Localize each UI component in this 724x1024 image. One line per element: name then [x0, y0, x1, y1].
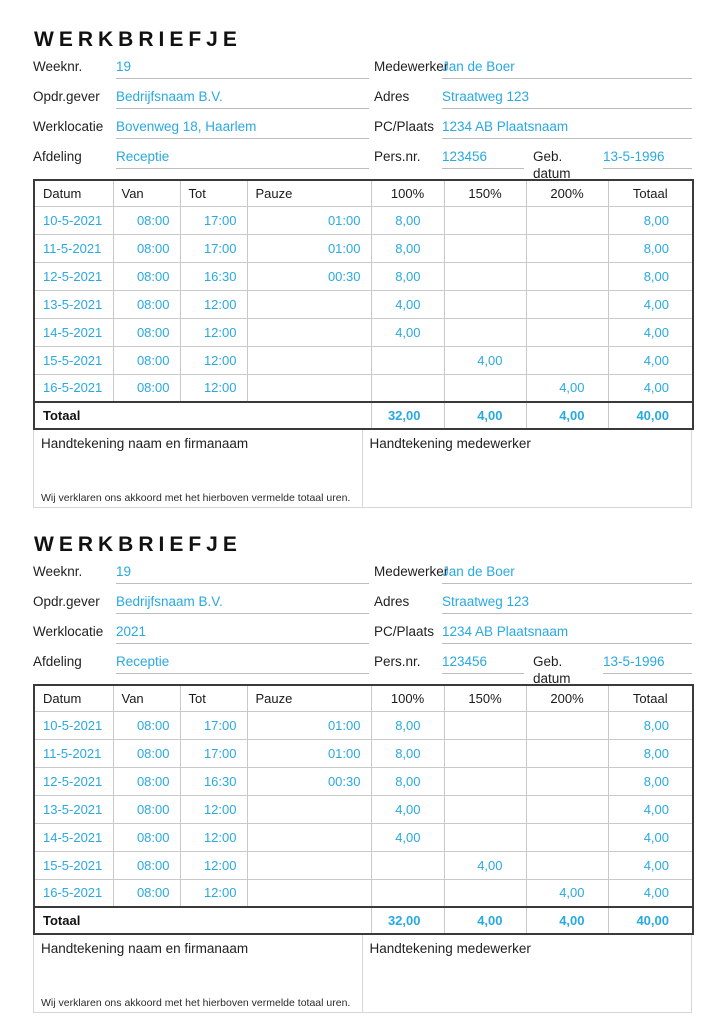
timesheet-cell[interactable]: 12:00 — [180, 290, 247, 318]
timesheet-cell[interactable]: 01:00 — [247, 711, 371, 739]
col-datum: Datum — [34, 180, 113, 206]
form-row — [33, 561, 692, 591]
timesheet-cell[interactable] — [247, 879, 371, 907]
gebdatum-label: Geb. datum — [533, 654, 571, 686]
signature-section — [33, 935, 692, 1013]
timesheet-cell[interactable]: 16:30 — [180, 262, 247, 290]
timesheet-cell[interactable]: 11-5-2021 — [34, 234, 113, 262]
persnr-field[interactable]: 123456 — [442, 146, 524, 169]
medewerker-label: Medewerker — [374, 564, 449, 579]
opdrgever-field[interactable]: Bedrijfsnaam B.V. — [116, 591, 369, 614]
total-row — [34, 907, 693, 934]
timesheet-cell[interactable] — [371, 851, 444, 879]
timesheet-cell[interactable]: 4,00 — [608, 318, 693, 346]
col-pauze: Pauze — [247, 180, 371, 206]
col-tot: Tot — [180, 685, 247, 711]
weeknr-field[interactable]: 19 — [116, 56, 369, 79]
form-row — [33, 146, 692, 181]
timesheet-cell[interactable] — [526, 318, 608, 346]
timesheet-cell[interactable]: 08:00 — [113, 318, 180, 346]
adres-label: Adres — [374, 594, 410, 609]
timesheet-cell[interactable]: 16-5-2021 — [34, 374, 113, 402]
timesheet-cell[interactable]: 4,00 — [608, 374, 693, 402]
timesheet-row — [34, 767, 693, 795]
total-row — [34, 402, 693, 429]
weeknr-field[interactable]: 19 — [116, 561, 369, 584]
timesheet-cell[interactable]: 4,00 — [526, 374, 608, 402]
gebdatum-field[interactable]: 13-5-1996 — [603, 146, 692, 169]
timesheet-cell[interactable]: 01:00 — [247, 206, 371, 234]
timesheet-cell[interactable]: 17:00 — [180, 234, 247, 262]
werkbriefje-copy-1 — [33, 28, 692, 508]
timesheet-cell[interactable] — [444, 767, 526, 795]
timesheet-cell[interactable]: 8,00 — [608, 234, 693, 262]
timesheet-cell[interactable] — [247, 795, 371, 823]
total-label: Totaal — [34, 907, 371, 934]
total-100: 32,00 — [371, 402, 444, 429]
timesheet-cell[interactable] — [444, 879, 526, 907]
timesheet-cell[interactable] — [526, 795, 608, 823]
timesheet-cell[interactable]: 08:00 — [113, 262, 180, 290]
opdrgever-field[interactable]: Bedrijfsnaam B.V. — [116, 86, 369, 109]
col-200: 200% — [526, 685, 608, 711]
col-totaal: Totaal — [608, 180, 693, 206]
timesheet-cell[interactable]: 17:00 — [180, 711, 247, 739]
timesheet-cell[interactable]: 12:00 — [180, 795, 247, 823]
timesheet-cell[interactable] — [444, 318, 526, 346]
col-datum: Datum — [34, 685, 113, 711]
timesheet-cell[interactable]: 4,00 — [444, 346, 526, 374]
timesheet-cell[interactable]: 15-5-2021 — [34, 346, 113, 374]
timesheet-cell[interactable]: 8,00 — [608, 206, 693, 234]
timesheet-cell[interactable]: 08:00 — [113, 346, 180, 374]
opdrgever-label: Opdr.gever — [33, 594, 100, 609]
timesheet-cell[interactable]: 4,00 — [608, 823, 693, 851]
timesheet-cell[interactable]: 14-5-2021 — [34, 823, 113, 851]
form-row — [33, 591, 692, 621]
timesheet-cell[interactable]: 08:00 — [113, 290, 180, 318]
header-form — [33, 561, 692, 686]
timesheet-cell[interactable]: 13-5-2021 — [34, 795, 113, 823]
timesheet-cell[interactable]: 00:30 — [247, 767, 371, 795]
timesheet-cell[interactable]: 4,00 — [608, 346, 693, 374]
opdrgever-label: Opdr.gever — [33, 89, 100, 104]
signature-area-employee[interactable] — [363, 430, 692, 507]
afdeling-label: Afdeling — [33, 654, 82, 669]
timesheet-cell[interactable]: 08:00 — [113, 739, 180, 767]
timesheet-row — [34, 234, 693, 262]
timesheet-cell[interactable] — [444, 234, 526, 262]
timesheet-cell[interactable] — [526, 739, 608, 767]
adres-field[interactable]: Straatweg 123 — [442, 591, 692, 614]
col-van: Van — [113, 685, 180, 711]
timesheet-cell[interactable] — [526, 767, 608, 795]
total-totaal: 40,00 — [608, 907, 693, 934]
werkbriefje-copy-2 — [33, 533, 692, 1013]
page-title: WERKBRIEFJE — [34, 533, 242, 556]
col-totaal: Totaal — [608, 685, 693, 711]
timesheet-cell[interactable]: 08:00 — [113, 206, 180, 234]
werklocatie-label: Werklocatie — [33, 624, 104, 639]
timesheet-cell[interactable]: 12:00 — [180, 851, 247, 879]
col-150: 150% — [444, 685, 526, 711]
form-row — [33, 116, 692, 146]
timesheet-cell[interactable]: 12:00 — [180, 318, 247, 346]
timesheet-cell[interactable] — [371, 879, 444, 907]
timesheet-cell[interactable] — [526, 290, 608, 318]
timesheet-cell[interactable]: 08:00 — [113, 823, 180, 851]
timesheet-cell[interactable] — [444, 711, 526, 739]
timesheet-cell[interactable] — [526, 262, 608, 290]
timesheet-cell[interactable]: 16:30 — [180, 767, 247, 795]
timesheet-cell[interactable]: 17:00 — [180, 206, 247, 234]
timesheet-table — [33, 179, 694, 430]
timesheet-cell[interactable]: 4,00 — [371, 795, 444, 823]
timesheet-cell[interactable]: 4,00 — [371, 290, 444, 318]
timesheet-table — [33, 684, 694, 935]
timesheet-cell[interactable]: 8,00 — [371, 262, 444, 290]
table-header-row — [34, 180, 693, 206]
pcplaats-field[interactable]: 1234 AB Plaatsnaam — [442, 116, 692, 139]
timesheet-cell[interactable]: 8,00 — [608, 767, 693, 795]
pcplaats-label: PC/Plaats — [374, 624, 435, 639]
form-row — [33, 651, 692, 686]
timesheet-row — [34, 290, 693, 318]
timesheet-cell[interactable] — [444, 739, 526, 767]
timesheet-cell[interactable]: 13-5-2021 — [34, 290, 113, 318]
timesheet-cell[interactable] — [371, 374, 444, 402]
timesheet-row — [34, 879, 693, 907]
timesheet-cell[interactable]: 4,00 — [608, 879, 693, 907]
pcplaats-field[interactable]: 1234 AB Plaatsnaam — [442, 621, 692, 644]
timesheet-row — [34, 795, 693, 823]
weeknr-label: Weeknr. — [33, 59, 83, 74]
header-form — [33, 56, 692, 181]
timesheet-cell[interactable] — [247, 290, 371, 318]
timesheet-cell[interactable]: 08:00 — [113, 234, 180, 262]
form-row — [33, 86, 692, 116]
signature-section — [33, 430, 692, 508]
timesheet-cell[interactable]: 17:00 — [180, 739, 247, 767]
timesheet-cell[interactable]: 08:00 — [113, 711, 180, 739]
total-200: 4,00 — [526, 907, 608, 934]
timesheet-cell[interactable] — [247, 851, 371, 879]
timesheet-cell[interactable]: 16-5-2021 — [34, 879, 113, 907]
timesheet-cell[interactable] — [444, 290, 526, 318]
timesheet-cell[interactable]: 10-5-2021 — [34, 711, 113, 739]
afdeling-label: Afdeling — [33, 149, 82, 164]
total-150: 4,00 — [444, 402, 526, 429]
timesheet-cell[interactable] — [247, 318, 371, 346]
timesheet-cell[interactable]: 8,00 — [371, 767, 444, 795]
signature-area-company[interactable] — [34, 935, 363, 1012]
pcplaats-label: PC/Plaats — [374, 119, 435, 134]
timesheet-row — [34, 262, 693, 290]
timesheet-cell[interactable]: 15-5-2021 — [34, 851, 113, 879]
total-label: Totaal — [34, 402, 371, 429]
timesheet-cell[interactable] — [371, 346, 444, 374]
timesheet-cell[interactable]: 8,00 — [371, 206, 444, 234]
timesheet-cell[interactable]: 12-5-2021 — [34, 262, 113, 290]
medewerker-field[interactable]: Jan de Boer — [442, 56, 692, 79]
timesheet-cell[interactable] — [247, 374, 371, 402]
timesheet-row — [34, 206, 693, 234]
persnr-label: Pers.nr. — [374, 654, 421, 669]
table-header-row — [34, 685, 693, 711]
col-100: 100% — [371, 685, 444, 711]
form-row — [33, 621, 692, 651]
timesheet-cell[interactable] — [526, 206, 608, 234]
timesheet-cell[interactable]: 4,00 — [608, 795, 693, 823]
signature-company-label: Handtekening naam en firmanaam — [41, 941, 249, 956]
timesheet-cell[interactable]: 12:00 — [180, 823, 247, 851]
col-150: 150% — [444, 180, 526, 206]
timesheet-cell[interactable]: 4,00 — [608, 290, 693, 318]
timesheet-cell[interactable] — [444, 262, 526, 290]
werklocatie-field[interactable]: 2021 — [116, 621, 369, 644]
total-200: 4,00 — [526, 402, 608, 429]
adres-field[interactable]: Straatweg 123 — [442, 86, 692, 109]
total-100: 32,00 — [371, 907, 444, 934]
timesheet-cell[interactable] — [526, 823, 608, 851]
timesheet-row — [34, 851, 693, 879]
signature-employee-label: Handtekening medewerker — [369, 436, 531, 451]
timesheet-cell[interactable] — [444, 374, 526, 402]
timesheet-cell[interactable] — [247, 346, 371, 374]
signature-employee-label: Handtekening medewerker — [369, 941, 531, 956]
medewerker-label: Medewerker — [374, 59, 449, 74]
signature-note: Wij verklaren ons akkoord met het hierboven vermelde totaal uren. — [41, 997, 351, 1009]
timesheet-cell[interactable]: 8,00 — [371, 234, 444, 262]
form-row — [33, 56, 692, 86]
col-van: Van — [113, 180, 180, 206]
timesheet-cell[interactable]: 01:00 — [247, 234, 371, 262]
timesheet-cell[interactable]: 08:00 — [113, 879, 180, 907]
timesheet-cell[interactable] — [247, 823, 371, 851]
timesheet-cell[interactable]: 4,00 — [371, 823, 444, 851]
medewerker-field[interactable]: Jan de Boer — [442, 561, 692, 584]
timesheet-cell[interactable] — [526, 346, 608, 374]
signature-area-company[interactable] — [34, 430, 363, 507]
timesheet-cell[interactable] — [526, 711, 608, 739]
persnr-label: Pers.nr. — [374, 149, 421, 164]
timesheet-cell[interactable]: 8,00 — [608, 262, 693, 290]
timesheet-cell[interactable]: 12:00 — [180, 346, 247, 374]
werklocatie-field[interactable]: Bovenweg 18, Haarlem — [116, 116, 369, 139]
timesheet-cell[interactable]: 8,00 — [608, 711, 693, 739]
timesheet-cell[interactable] — [444, 206, 526, 234]
timesheet-cell[interactable]: 8,00 — [371, 739, 444, 767]
col-200: 200% — [526, 180, 608, 206]
timesheet-row — [34, 739, 693, 767]
timesheet-cell[interactable]: 8,00 — [608, 739, 693, 767]
timesheet-cell[interactable]: 4,00 — [526, 879, 608, 907]
timesheet-row — [34, 711, 693, 739]
timesheet-cell[interactable]: 4,00 — [608, 851, 693, 879]
timesheet-row — [34, 823, 693, 851]
col-100: 100% — [371, 180, 444, 206]
timesheet-cell[interactable]: 12-5-2021 — [34, 767, 113, 795]
timesheet-cell[interactable]: 00:30 — [247, 262, 371, 290]
timesheet-cell[interactable]: 8,00 — [371, 711, 444, 739]
timesheet-cell[interactable]: 01:00 — [247, 739, 371, 767]
total-totaal: 40,00 — [608, 402, 693, 429]
col-pauze: Pauze — [247, 685, 371, 711]
timesheet-cell[interactable]: 08:00 — [113, 795, 180, 823]
timesheet-cell[interactable]: 08:00 — [113, 851, 180, 879]
timesheet-cell[interactable]: 4,00 — [444, 851, 526, 879]
persnr-field[interactable]: 123456 — [442, 651, 524, 674]
afdeling-field[interactable]: Receptie — [116, 146, 369, 169]
weeknr-label: Weeknr. — [33, 564, 83, 579]
page-title: WERKBRIEFJE — [34, 28, 242, 51]
timesheet-cell[interactable]: 11-5-2021 — [34, 739, 113, 767]
timesheet-row — [34, 346, 693, 374]
timesheet-cell[interactable]: 12:00 — [180, 879, 247, 907]
col-tot: Tot — [180, 180, 247, 206]
gebdatum-label: Geb. datum — [533, 149, 571, 181]
timesheet-cell[interactable]: 08:00 — [113, 767, 180, 795]
timesheet-cell[interactable]: 08:00 — [113, 374, 180, 402]
timesheet-cell[interactable] — [526, 234, 608, 262]
signature-area-employee[interactable] — [363, 935, 692, 1012]
timesheet-cell[interactable]: 10-5-2021 — [34, 206, 113, 234]
adres-label: Adres — [374, 89, 410, 104]
timesheet-cell[interactable] — [444, 823, 526, 851]
timesheet-cell[interactable]: 12:00 — [180, 374, 247, 402]
timesheet-cell[interactable] — [444, 795, 526, 823]
werklocatie-label: Werklocatie — [33, 119, 104, 134]
total-150: 4,00 — [444, 907, 526, 934]
timesheet-cell[interactable]: 4,00 — [371, 318, 444, 346]
timesheet-row — [34, 374, 693, 402]
gebdatum-field[interactable]: 13-5-1996 — [603, 651, 692, 674]
timesheet-row — [34, 318, 693, 346]
signature-company-label: Handtekening naam en firmanaam — [41, 436, 249, 451]
timesheet-cell[interactable] — [526, 851, 608, 879]
signature-note: Wij verklaren ons akkoord met het hierboven vermelde totaal uren. — [41, 492, 351, 504]
afdeling-field[interactable]: Receptie — [116, 651, 369, 674]
timesheet-cell[interactable]: 14-5-2021 — [34, 318, 113, 346]
